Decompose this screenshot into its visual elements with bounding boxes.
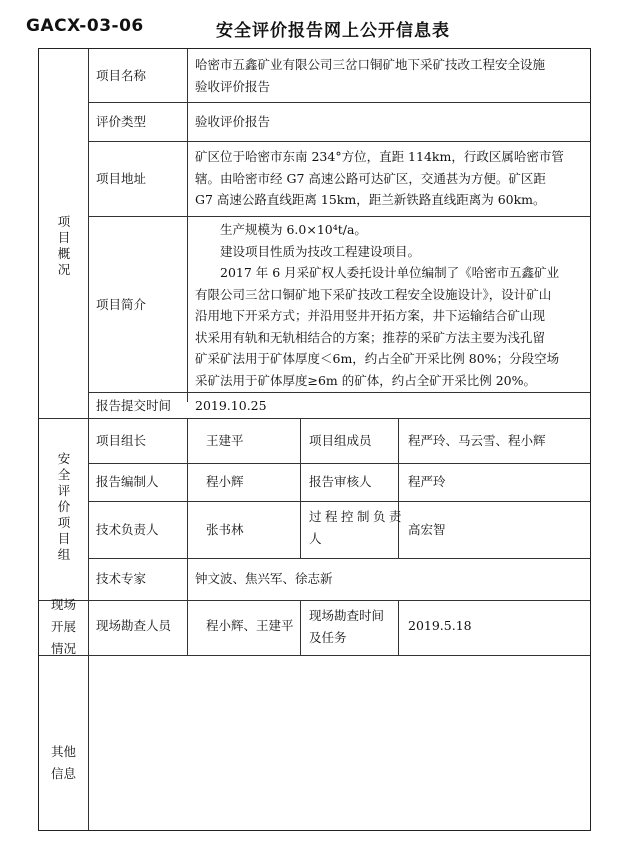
- label-divider: [187, 600, 188, 655]
- section-other: 其他 信息: [50, 744, 76, 781]
- section-team: 安全评价项目组: [57, 451, 71, 562]
- col-divider: [300, 600, 301, 655]
- reviewer-label: 报告审核人: [309, 474, 372, 489]
- row-line: [88, 558, 590, 559]
- section-line: [39, 655, 590, 656]
- site-time-label: 现场勘查时间 及任务: [309, 608, 385, 645]
- row-line: [88, 141, 590, 142]
- document-code: GACX-03-06: [26, 16, 144, 36]
- page-title: 安全评价报告网上公开信息表: [216, 21, 450, 41]
- members-label: 项目组成员: [309, 433, 372, 448]
- leader-label: 项目组长: [96, 433, 147, 448]
- experts-label: 技术专家: [96, 571, 147, 586]
- project-name-label: 项目名称: [96, 68, 147, 83]
- tech-value: 张书林: [206, 522, 244, 537]
- col-divider: [398, 600, 399, 655]
- address-value: 矿区位于哈密市东南 234°方位，直距 114km，行政区属哈密市管 辖。由哈密市经 G7 高速公路可达矿区，交通甚为方便。矿区距 G7 高速公路直线距离 15km，距兰新铁路直线距离为 60km。: [195, 149, 564, 207]
- section-divider: [88, 49, 89, 830]
- intro-value: 生产规模为 6.0×10⁴t/a。 建设项目性质为技改工程建设项目。 2017 年 6 月采矿权人委托设计单位编制了《哈密市五鑫矿业 有限公司三岔口铜矿地下采矿技改工程安全设施设计》，设计矿山 沿用地下开采方式；并沿用竖井开拓方案，井下运输结合矿山现 状采用有轨和无轨相结合的方案；推荐的采矿方法主要为浅孔留 矿采矿法用于矿体厚度＜6m，约占全矿开采比例 80%；分段空场 采矿法用于矿体厚度≥6m 的矿体，约占全矿开采比例 20%。: [195, 222, 560, 388]
- members-value: 程严玲、马云雪、程小辉: [408, 433, 546, 448]
- label-divider: [187, 418, 188, 600]
- reviewer-value: 程严玲: [408, 474, 446, 489]
- process-value: 高宏智: [408, 522, 446, 537]
- section-line: [39, 600, 590, 601]
- section-line: [39, 418, 590, 419]
- site-staff-label: 现场勘查人员: [96, 618, 172, 633]
- site-time-value: 2019.5.18: [408, 618, 472, 633]
- col-divider: [300, 418, 301, 558]
- section-site: 现场 开展 情况: [50, 597, 76, 656]
- submit-label: 报告提交时间: [96, 398, 172, 413]
- info-table: [38, 48, 591, 831]
- eval-type-value: 验收评价报告: [195, 114, 271, 129]
- row-line: [88, 392, 590, 393]
- address-label: 项目地址: [96, 171, 147, 186]
- project-name-value: 哈密市五鑫矿业有限公司三岔口铜矿地下采矿技改工程安全设施 验收评价报告: [195, 57, 546, 94]
- row-line: [88, 463, 590, 464]
- leader-value: 王建平: [206, 433, 244, 448]
- experts-value: 钟文波、焦兴军、徐志新: [195, 571, 333, 586]
- intro-label: 项目简介: [96, 297, 147, 312]
- row-line: [88, 501, 590, 502]
- row-line: [88, 216, 590, 217]
- editor-value: 程小辉: [206, 474, 244, 489]
- process-label: 过程控制负责 人: [309, 509, 406, 546]
- site-staff-value: 程小辉、王建平: [206, 618, 294, 633]
- editor-label: 报告编制人: [96, 474, 159, 489]
- row-line: [88, 102, 590, 103]
- submit-date: 2019.10.25: [195, 398, 267, 413]
- section-overview: 项目概况: [57, 214, 71, 277]
- tech-label: 技术负责人: [96, 522, 159, 537]
- eval-type-label: 评价类型: [96, 114, 147, 129]
